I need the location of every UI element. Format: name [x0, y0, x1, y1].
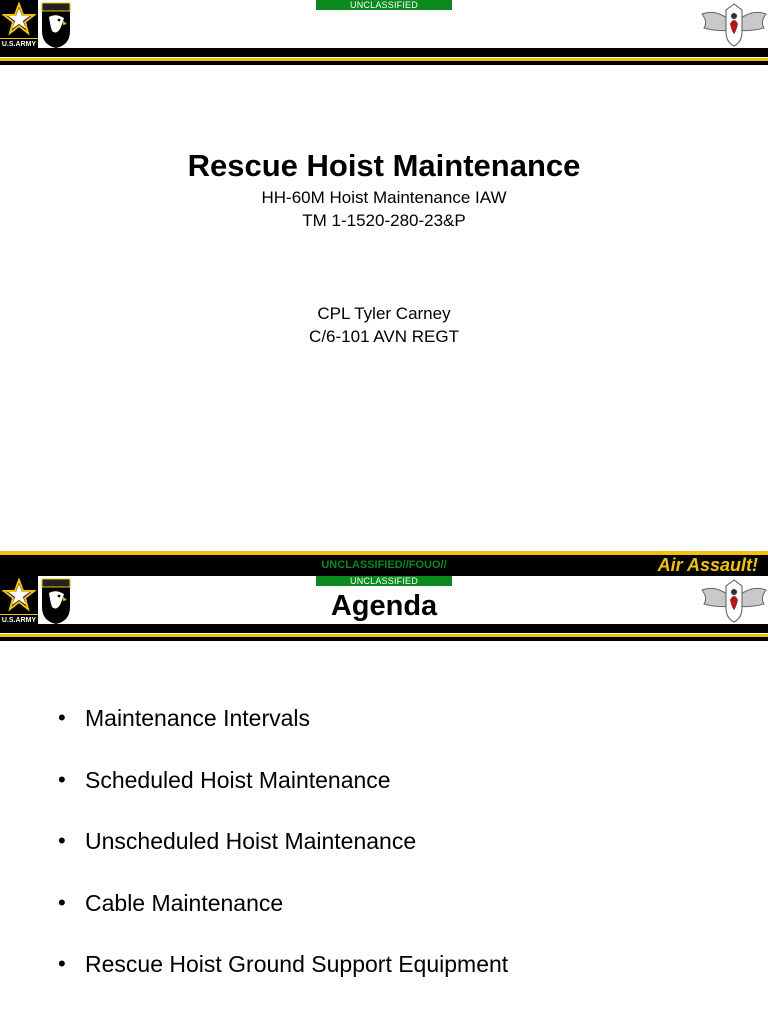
list-item	[58, 698, 508, 760]
bullet-dot: •	[58, 705, 66, 730]
subtitle-line-1: HH-60M Hoist Maintenance IAW	[261, 188, 507, 207]
classification-banner: UNCLASSIFIED	[316, 576, 452, 586]
slide-title: Agenda	[330, 590, 438, 622]
header-rule-black-lower	[0, 637, 768, 641]
header-rule-black	[0, 624, 768, 633]
classification-banner: UNCLASSIFIED	[316, 0, 452, 10]
bullet-dot: •	[58, 766, 66, 792]
list-item	[58, 944, 508, 1006]
air-assault-motto: Air Assault!	[657, 555, 758, 575]
subtitle-line-2: TM 1-1520-280-23&P	[302, 211, 466, 230]
list-item	[58, 821, 508, 883]
list-item-text: Unscheduled Hoist Maintenance	[85, 828, 417, 854]
bullet-dot: •	[58, 828, 66, 853]
aviation-wings-icon	[700, 2, 768, 48]
header-rule-black-lower	[0, 61, 768, 65]
army-star-icon	[2, 2, 36, 36]
bullet-dot: •	[58, 951, 66, 976]
author-unit: C/6-101 AVN REGT	[309, 327, 459, 346]
screaming-eagle-patch-icon	[40, 1, 72, 49]
list-item-text: Maintenance Intervals	[85, 705, 311, 731]
agenda-list	[58, 698, 508, 1006]
slide-title: Rescue Hoist Maintenance	[187, 148, 581, 183]
bullet-dot: •	[58, 889, 66, 915]
list-item-text: Scheduled Hoist Maintenance	[85, 766, 391, 793]
army-wordmark: U.S.ARMY	[0, 614, 38, 627]
footer-classification: UNCLASSIFIED//FOUO//	[321, 559, 447, 571]
list-item-text: Cable Maintenance	[85, 889, 284, 916]
army-wordmark: U.S.ARMY	[0, 38, 38, 51]
author-name: CPL Tyler Carney	[317, 304, 451, 323]
header-rule-black	[0, 48, 768, 57]
agenda-slide	[0, 576, 768, 1024]
army-logo	[0, 0, 38, 52]
list-item	[58, 760, 508, 822]
list-item	[58, 883, 508, 945]
list-item-text: Rescue Hoist Ground Support Equipment	[85, 951, 509, 977]
